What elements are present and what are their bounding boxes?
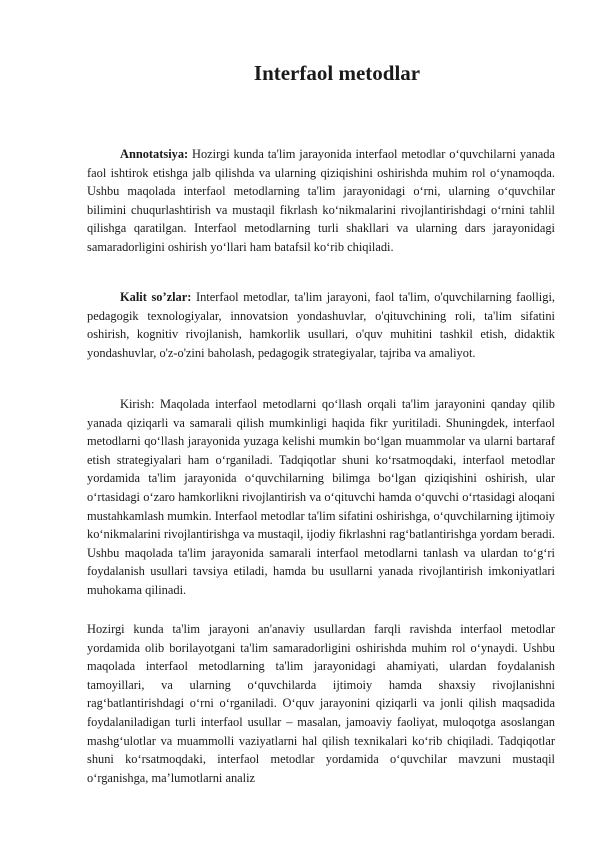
abstract-label: Annotatsiya: <box>120 147 189 161</box>
abstract-paragraph <box>87 145 555 257</box>
intro-paragraph: Kirish: Maqolada interfaol metodlarni qo‘llash orqali ta'lim jarayonini qanday qilib yanada qiziqarli va samarali qilish mumkinligi haqida fikr yuritiladi. Shuningdek, interfaol metodlarni qo‘llash jarayonida yuzaga kelishi mumkin bo‘lgan muammolar va ularni bartaraf etish strategiyalari ham o‘rganiladi. Tadqiqotlar shuni ko‘rsatmoqdaki, interfaol metodlar yordamida ta'lim jarayonida o‘quvchilarning bilimga bo‘lgan qiziqishini oshirish, ular o‘rtasidagi o‘zaro hamkorlikni rivojlantirish va o‘qituvchi hamda o‘quvchi o‘rtasidagi aloqani mustahkamlash mumkin. Interfaol metodlar ta'lim sifatini oshirishga, o‘quvchilarning ijtimoiy ko‘nikmalarini rivojlantirishga va mustaqil, ijodiy fikrlashni rag‘batlantirishga yordam beradi. Ushbu maqolada ta'lim jarayonida samarali interfaol metodlarni tanlash va ulardan to‘g‘ri foydalanish usullari tavsiya etiladi, hamda bu usullarni yanada rivojlantirish imkoniyatlari muhokama qilinadi. <box>87 397 555 597</box>
abstract-text: Hozirgi kunda ta'lim jarayonida interfaol metodlar o‘quvchilarni yanada faol ishtirok etishga jalb qilishda va ularning qiziqishini oshirishda muhim rol o‘ynamoqda. Ushbu maqolada interfaol metodlarning ta'lim jarayonidagi o‘rni, ularning o‘quvchilar bilimini chuqurlashtirish va mustaqil fikrlash ko‘nikmalarini rivojlantirishdagi o‘rnini tahlil qilishga qaratilgan. Interfaol metodlarning turli shakllari va ularning dars jarayonidagi samaradorligini oshirish yo‘llari ham batafsil ko‘rib chiqiladi. <box>87 147 555 254</box>
keywords-label: Kalit so’zlar: <box>120 290 192 304</box>
document-title: Interfaol metodlar <box>253 61 421 85</box>
body-paragraph: Hozirgi kunda ta'lim jarayoni an'anaviy usullardan farqli ravishda interfaol metodlar yordamida olib borilayotgani ta'lim samaradorligini oshirishda muhim rol o‘ynaydi. Ushbu maqolada interfaol metodlarning ta'lim jarayonidagi ahamiyati, ulardan foydalanish tamoyillari, va ularning o‘quvchilarda ijtimoiy hamda shaxsiy rivojlanishni rag‘batlantirishdagi o‘rni o‘rganiladi. O‘quv jarayonini qiziqarli va jonli qilish maqsadida foydalaniladigan turli interfaol usullar – masalan, jamoaviy faoliyat, muloqotga asoslangan mashg‘ulotlar va muammolli vaziyatlarni hal qilish texnikalari ko‘rib chiqiladi. Tadqiqotlar shuni ko‘rsatmoqdaki, interfaol metodlar yordamida o‘quvchilar mavzuni mustaqil o‘rganishga, ma’lumotlarni analiz <box>87 622 555 785</box>
keywords-text: Interfaol metodlar, ta'lim jarayoni, faol ta'lim, o'quvchilarning faolligi, pedagogik texnologiyalar, innovatsion yondashuvlar, o'qituvchining roli, ta'lim sifatini oshirish, kognitiv rivojlanish, hamkorlik usullari, o'quv muhitini tashkil etish, didaktik yondashuvlar, o'z-o'zini baholash, pedagogik strategiyalar, tajriba va amaliyot. <box>87 290 555 360</box>
keywords-paragraph <box>87 288 555 362</box>
